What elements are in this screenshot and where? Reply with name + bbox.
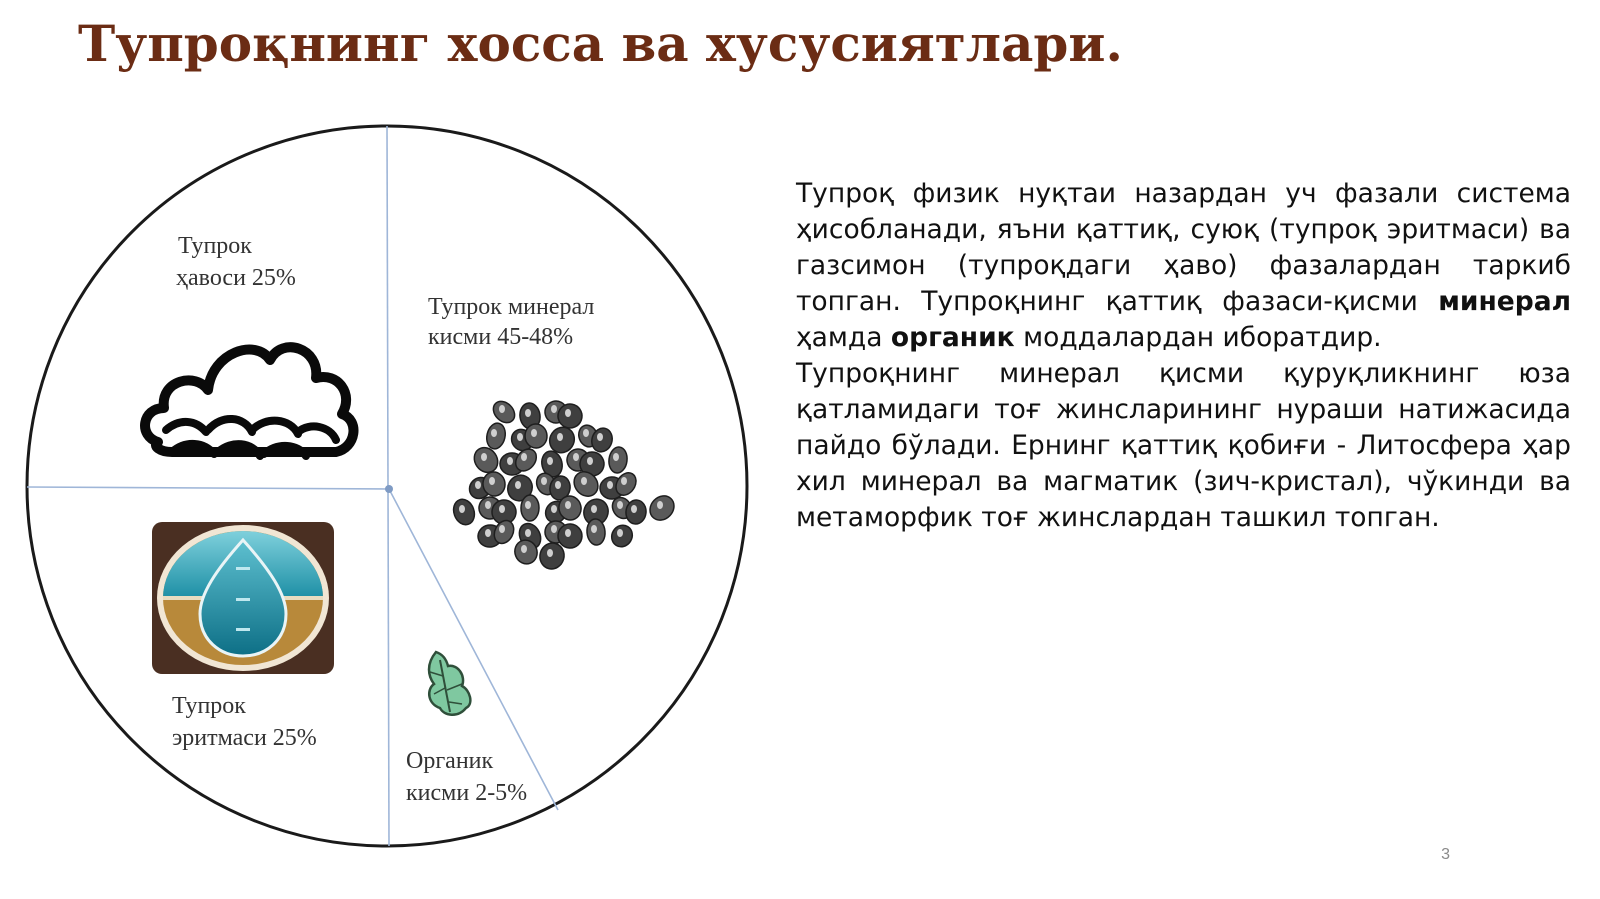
mineral-particle-highlight <box>521 453 527 461</box>
mineral-particle-highlight <box>587 457 593 465</box>
mineral-particle-highlight <box>485 501 491 509</box>
mineral-particle <box>524 423 547 448</box>
organic-label-line2: кисми 2-5% <box>406 780 528 806</box>
mineral-particle-highlight <box>591 505 597 513</box>
mineral-particle-highlight <box>515 481 521 489</box>
mineral-particle-highlight <box>485 529 491 537</box>
mineral-particle-highlight <box>459 505 465 513</box>
mineral-particle-highlight <box>555 481 561 489</box>
soil-composition-diagram <box>0 0 780 899</box>
paragraph-1: Тупроқ физик нуқтаи назардан уч фазали система ҳисобланади, яъни қаттиқ, суюқ (тупроқ эритмаси) ва газсимон (тупроқдаги ҳаво) фазалардан таркиб топган. Тупроқнинг қаттиқ фазаси-қисми минерал ҳамда органик моддалардан иборатдир. <box>796 178 1571 353</box>
air-label-line1: Тупрок <box>178 233 252 259</box>
slide-title: Тупроқнинг хосса ва хусусиятлари. <box>78 14 1123 73</box>
mineral-particle-highlight <box>499 405 505 413</box>
mineral-particle-highlight <box>551 405 557 413</box>
mineral-particle-highlight <box>499 525 505 533</box>
mineral-particle-highlight <box>517 433 523 441</box>
mineral-particle-highlight <box>547 457 553 465</box>
mineral-particle-highlight <box>491 429 497 437</box>
description-text <box>796 176 1571 536</box>
center-dot <box>385 485 393 493</box>
mineral-particle-highlight <box>525 529 531 537</box>
mineral-particle-highlight <box>621 477 627 485</box>
solution-label-line1: Тупрок <box>172 693 246 719</box>
mineral-particle-highlight <box>507 457 513 465</box>
mineral-particle-highlight <box>617 529 623 537</box>
water-drop-icon <box>152 522 334 674</box>
mineral-particle-highlight <box>613 453 619 461</box>
page-number: 3 <box>1441 846 1450 863</box>
mineral-particle-highlight <box>541 477 547 485</box>
mineral-label-line1: Тупрок минерал <box>428 294 595 320</box>
mineral-particle <box>521 495 539 521</box>
mineral-particle-highlight <box>581 477 587 485</box>
mineral-particle-highlight <box>481 453 487 461</box>
mineral-particle-highlight <box>489 477 495 485</box>
mineral-particle-highlight <box>551 525 557 533</box>
mineral-particle-highlight <box>531 429 537 437</box>
organic-label-line1: Органик <box>406 748 494 774</box>
mineral-particle-highlight <box>475 481 481 489</box>
mineral-particle-highlight <box>547 549 553 557</box>
paragraph-2: Тупроқнинг минерал қисми қуруқликнинг юза қатламидаги тоғ жинсларининг нураши натижасида пайдо бўлади. Ернинг қаттиқ қобиғи - Литосфера ҳар хил минерал ва магматик (зич-кристал), чўкинди ва метаморфик тоғ жинслардан ташкил топган. <box>796 358 1571 533</box>
mineral-particle-highlight <box>525 409 531 417</box>
mineral-particle-highlight <box>565 501 571 509</box>
mineral-particle-highlight <box>499 505 505 513</box>
mineral-particle-highlight <box>525 501 531 509</box>
mineral-particle-highlight <box>573 453 579 461</box>
mineral-label-line2: кисми 45-48% <box>428 324 574 350</box>
solution-label-line2: эритмаси 25% <box>172 725 317 751</box>
mineral-particle-highlight <box>631 505 637 513</box>
mineral-particle-highlight <box>521 545 527 553</box>
mineral-particle-highlight <box>557 433 563 441</box>
mineral-particle-highlight <box>617 501 623 509</box>
mineral-particle-highlight <box>565 409 571 417</box>
mineral-particle-highlight <box>657 501 663 509</box>
air-label-line2: ҳавоси 25% <box>176 265 296 291</box>
mineral-particle-highlight <box>607 481 613 489</box>
mineral-particle-highlight <box>551 505 557 513</box>
mineral-particle-highlight <box>583 429 589 437</box>
mineral-particle-highlight <box>565 529 571 537</box>
mineral-particle-highlight <box>591 525 597 533</box>
mineral-particle-highlight <box>597 433 603 441</box>
bold-organic: органик <box>890 322 1015 353</box>
bold-mineral: минерал <box>1438 286 1571 317</box>
